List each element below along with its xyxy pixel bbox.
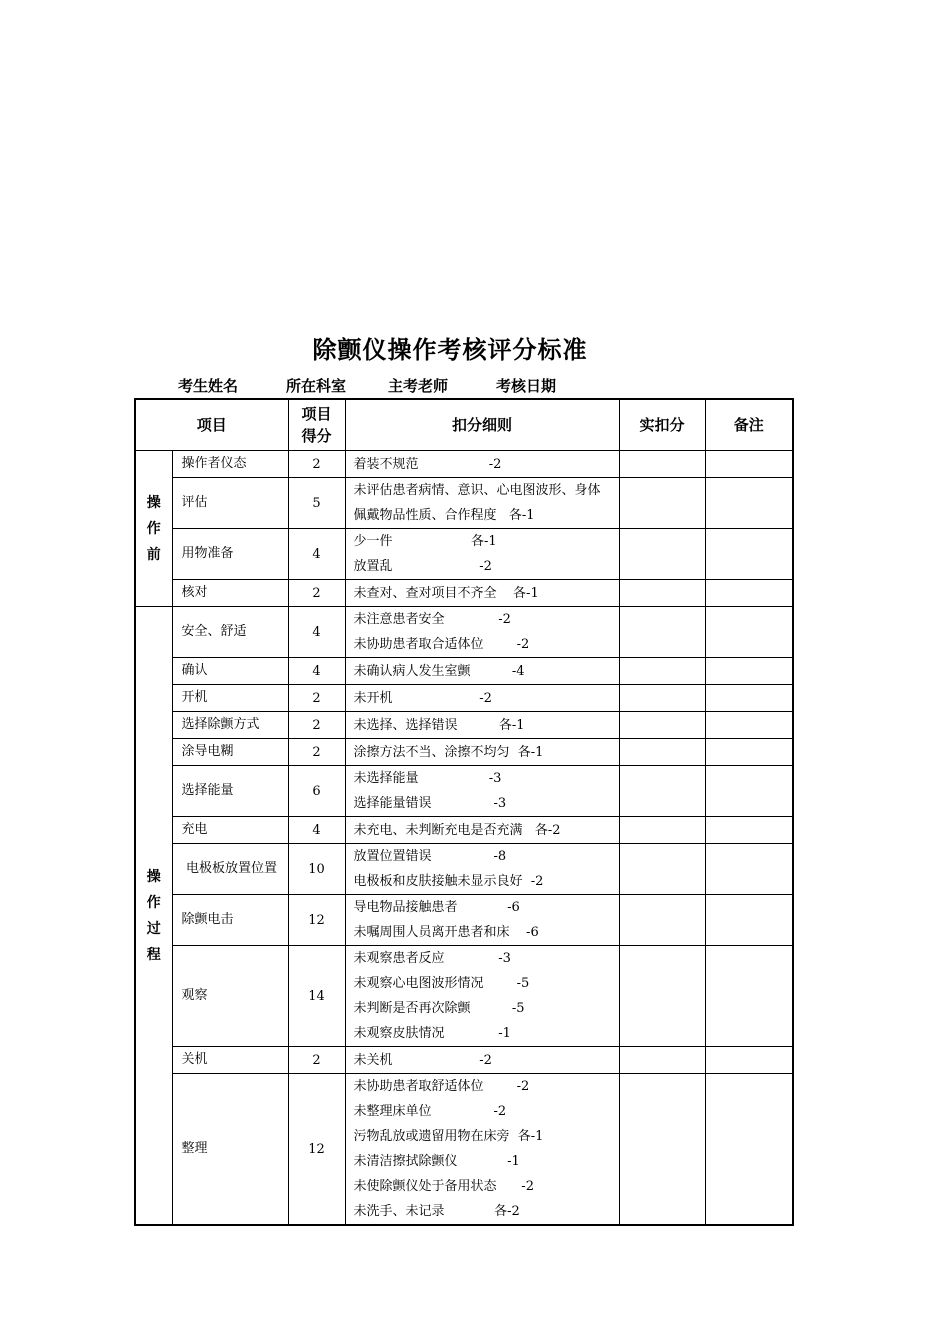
actual-deduction-cell[interactable]: [619, 712, 705, 739]
deduction-line: 未选择能量 -3: [353, 771, 502, 786]
phase-label-char: 前: [146, 546, 161, 563]
table-row: [135, 766, 793, 817]
deduction-line: 未选择、选择错误 各-1: [353, 717, 525, 733]
deduction-line: 未洗手、未记录 各-2: [353, 1204, 520, 1219]
item-name: 整理: [172, 1074, 288, 1226]
deduction-details: [345, 478, 619, 529]
table-row: [135, 739, 793, 766]
item-name: 核对: [172, 580, 288, 607]
remarks-cell[interactable]: [705, 766, 793, 817]
deduction-line: 未查对、查对项目不齐全 各-1: [353, 585, 539, 601]
deduction-details: [345, 844, 619, 895]
actual-deduction-cell[interactable]: [619, 817, 705, 844]
deduction-line: 未观察患者反应 -3: [353, 951, 511, 966]
table-row: [135, 529, 793, 580]
remarks-cell[interactable]: [705, 946, 793, 1047]
remarks-cell[interactable]: [705, 580, 793, 607]
item-score: 2: [288, 1047, 345, 1074]
item-score: 12: [288, 1074, 345, 1226]
remarks-cell[interactable]: [705, 1047, 793, 1074]
deduction-details: [345, 1074, 619, 1226]
item-score: 4: [288, 529, 345, 580]
exam-date-label: 考核日期: [496, 377, 557, 395]
department-label: 所在科室: [286, 377, 347, 395]
remarks-cell[interactable]: [705, 844, 793, 895]
header-item: 项目: [135, 399, 288, 451]
actual-deduction-cell[interactable]: [619, 946, 705, 1047]
deduction-details: [345, 895, 619, 946]
item-score: 4: [288, 817, 345, 844]
deduction-line: 未开机 -2: [353, 690, 492, 706]
item-name: 评估: [172, 478, 288, 529]
deduction-line: 未判断是否再次除颤 -5: [353, 1001, 525, 1016]
actual-deduction-cell[interactable]: [619, 844, 705, 895]
deduction-details: [345, 1047, 619, 1074]
item-score: 10: [288, 844, 345, 895]
deduction-line: 导电物品接触患者 -6: [353, 900, 520, 915]
deduction-line: 未协助患者取合适体位 -2: [353, 637, 530, 652]
remarks-cell[interactable]: [705, 607, 793, 658]
item-name: 操作者仪态: [172, 451, 288, 478]
deduction-line: 未充电、未判断充电是否充满 各-2: [353, 822, 561, 838]
item-score: 12: [288, 895, 345, 946]
header-item-score: 项目 得分: [288, 399, 345, 451]
item-name: 关机: [172, 1047, 288, 1074]
item-score: 2: [288, 451, 345, 478]
deduction-line: 涂擦方法不当、涂擦不均匀 各-1: [353, 744, 544, 760]
item-name: 确认: [172, 658, 288, 685]
item-score: 4: [288, 607, 345, 658]
page-title: 除颤仪操作考核评分标准: [312, 335, 588, 364]
deduction-line: 少一件 各-1: [353, 534, 497, 549]
phase-label-char: 作: [146, 520, 161, 537]
remarks-cell[interactable]: [705, 712, 793, 739]
deduction-line: 未观察皮肤情况 -1: [353, 1026, 511, 1041]
deduction-line: 电极板和皮肤接触未显示良好 -2: [353, 874, 544, 889]
item-score: 2: [288, 739, 345, 766]
remarks-cell[interactable]: [705, 895, 793, 946]
deduction-details: [345, 607, 619, 658]
deduction-details: [345, 766, 619, 817]
deduction-details: [345, 658, 619, 685]
table-row: [135, 844, 793, 895]
deduction-details: [345, 580, 619, 607]
table-row: [135, 685, 793, 712]
item-name: 选择除颤方式: [172, 712, 288, 739]
table-header-row: [135, 399, 793, 451]
item-score: 5: [288, 478, 345, 529]
table-row: [135, 478, 793, 529]
actual-deduction-cell[interactable]: [619, 1047, 705, 1074]
phase-label: [135, 451, 172, 607]
phase-label-char: 作: [146, 894, 161, 911]
table-row: [135, 712, 793, 739]
deduction-line: 污物乱放或遗留用物在床旁 各-1: [353, 1129, 544, 1144]
deduction-details: [345, 712, 619, 739]
actual-deduction-cell[interactable]: [619, 1074, 705, 1226]
remarks-cell[interactable]: [705, 478, 793, 529]
deduction-line: 未观察心电图波形情况 -5: [353, 976, 530, 991]
item-name: 电极板放置位置: [172, 844, 288, 895]
remarks-cell[interactable]: [705, 739, 793, 766]
actual-deduction-cell[interactable]: [619, 478, 705, 529]
item-name: 涂导电糊: [172, 739, 288, 766]
deduction-line: 未嘱周围人员离开患者和床 -6: [353, 925, 539, 940]
deduction-line: 未清洁擦拭除颤仪 -1: [353, 1154, 520, 1169]
examiner-label: 主考老师: [388, 377, 449, 395]
item-score: 2: [288, 712, 345, 739]
table-row: [135, 895, 793, 946]
remarks-cell[interactable]: [705, 658, 793, 685]
table-row: [135, 1047, 793, 1074]
table-row: [135, 607, 793, 658]
deduction-line: 未协助患者取舒适体位 -2: [353, 1079, 530, 1094]
item-name: 安全、舒适: [172, 607, 288, 658]
item-score: 6: [288, 766, 345, 817]
scoring-table: [134, 398, 794, 1226]
actual-deduction-cell[interactable]: [619, 685, 705, 712]
remarks-cell[interactable]: [705, 685, 793, 712]
deduction-line: 未整理床单位 -2: [353, 1104, 507, 1119]
deduction-line: 未确认病人发生室颤 -4: [353, 663, 525, 679]
phase-label-char: 操: [146, 494, 161, 511]
remarks-cell[interactable]: [705, 1074, 793, 1226]
examinee-name-label: 考生姓名: [178, 377, 239, 395]
header-remarks: 备注: [705, 399, 793, 451]
actual-deduction-cell[interactable]: [619, 766, 705, 817]
deduction-details: [345, 451, 619, 478]
table-row: [135, 817, 793, 844]
header-deduction-details: 扣分细则: [345, 399, 619, 451]
actual-deduction-cell[interactable]: [619, 658, 705, 685]
phase-label-char: 操: [146, 868, 161, 885]
remarks-cell[interactable]: [705, 817, 793, 844]
deduction-details: [345, 739, 619, 766]
deduction-line: 放置位置错误 -8: [353, 849, 507, 864]
table-row: [135, 658, 793, 685]
phase-label-char: 程: [146, 946, 161, 963]
table-row: [135, 451, 793, 478]
item-score: 4: [288, 658, 345, 685]
item-name: 观察: [172, 946, 288, 1047]
item-score: 14: [288, 946, 345, 1047]
actual-deduction-cell[interactable]: [619, 607, 705, 658]
actual-deduction-cell[interactable]: [619, 739, 705, 766]
deduction-line: 未评估患者病情、意识、心电图波形、身体: [353, 483, 601, 498]
table-row: [135, 580, 793, 607]
deduction-line: 未使除颤仪处于备用状态 -2: [353, 1179, 534, 1194]
remarks-cell[interactable]: [705, 451, 793, 478]
deduction-line: 未注意患者安全 -2: [353, 612, 511, 627]
phase-label-char: 过: [146, 920, 161, 937]
table-row: [135, 946, 793, 1047]
item-name: 除颤电击: [172, 895, 288, 946]
item-name: 用物准备: [172, 529, 288, 580]
table-row: [135, 1074, 793, 1226]
item-name: 充电: [172, 817, 288, 844]
remarks-cell[interactable]: [705, 529, 793, 580]
deduction-line: 选择能量错误 -3: [353, 796, 507, 811]
deduction-details: [345, 529, 619, 580]
item-score: 2: [288, 685, 345, 712]
item-name: 选择能量: [172, 766, 288, 817]
deduction-details: [345, 946, 619, 1047]
deduction-line: 佩戴物品性质、合作程度 各-1: [353, 508, 535, 523]
actual-deduction-cell[interactable]: [619, 451, 705, 478]
deduction-line: 放置乱 -2: [353, 559, 492, 574]
header-actual-deduction: 实扣分: [619, 399, 705, 451]
actual-deduction-cell[interactable]: [619, 580, 705, 607]
deduction-line: 未关机 -2: [353, 1052, 492, 1068]
deduction-details: [345, 817, 619, 844]
deduction-details: [345, 685, 619, 712]
actual-deduction-cell[interactable]: [619, 529, 705, 580]
deduction-line: 着装不规范 -2: [353, 456, 502, 472]
item-score: 2: [288, 580, 345, 607]
phase-label: [135, 607, 172, 1226]
item-name: 开机: [172, 685, 288, 712]
actual-deduction-cell[interactable]: [619, 895, 705, 946]
